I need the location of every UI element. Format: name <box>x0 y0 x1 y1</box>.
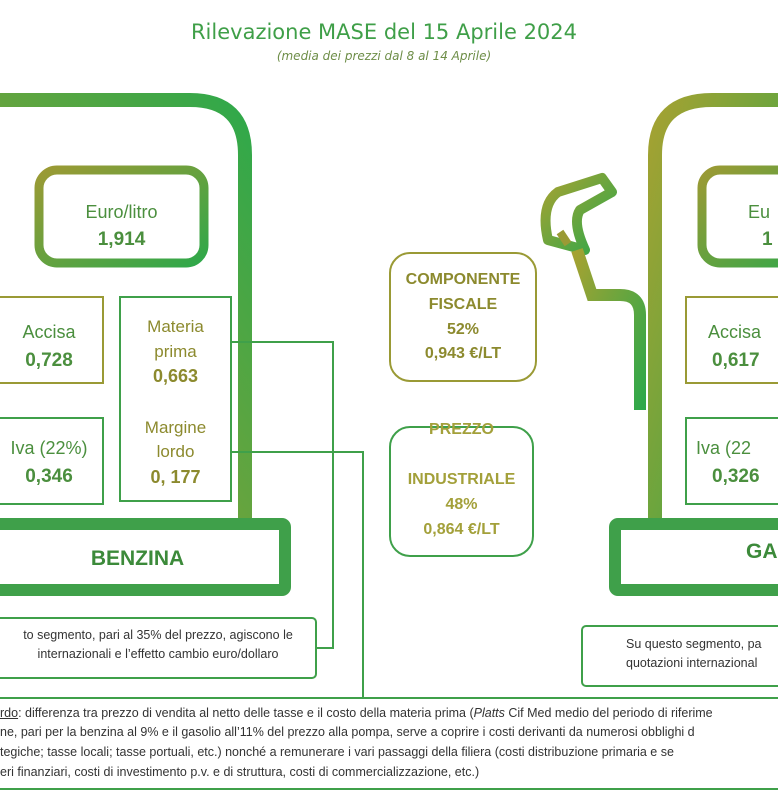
footnote-platts: Platts <box>473 706 505 720</box>
benzina-name: BENZINA <box>90 547 185 570</box>
footnote-line-2: ne, pari per la benzina al 9% e il gasolio all’11% del prezzo alla pompa, serve a coprire i costi derivanti da numerosi obblighi d <box>0 725 695 739</box>
benzina-iva-box <box>0 418 103 504</box>
gasolio-name: GA <box>746 540 778 563</box>
gasolio-note-line-2: quotazioni internazional <box>626 656 758 670</box>
fiscale-value: 0,943 €/LT <box>424 345 502 362</box>
industriale-label-1: PREZZO <box>429 421 494 438</box>
footnote-term: rdo <box>0 706 19 720</box>
benzina-margine-value: 0, 177 <box>150 467 201 487</box>
gasolio-iva-value: 0,326 <box>712 466 760 487</box>
page-title: Rilevazione MASE del 15 Aprile 2024 <box>190 20 578 44</box>
benzina-accisa-label: Accisa <box>22 322 76 342</box>
benzina-margine-label-2: lordo <box>156 442 195 461</box>
page-subtitle: (media dei prezzi dal 8 al 14 Aprile) <box>276 49 492 63</box>
benzina-note-line-1: to segmento, pari al 35% del prezzo, agiscono le <box>23 628 293 642</box>
footnote-line-1-a: : differenza tra prezzo di vendita al netto delle tasse e il costo della materia prima ( <box>18 706 474 720</box>
fiscale-label-2: FISCALE <box>428 296 498 313</box>
benzina-materia-value: 0,663 <box>152 366 199 386</box>
footnote-line-1 <box>0 705 768 722</box>
industriale-value: 0,864 €/LT <box>423 521 500 538</box>
gasolio-hose <box>577 250 640 410</box>
benzina-materia-label-2: prima <box>154 342 197 361</box>
gasolio-accisa-value: 0,617 <box>712 350 760 371</box>
benzina-accisa-value: 0,728 <box>25 350 73 371</box>
benzina-materia-label-1: Materia <box>147 317 204 336</box>
gasolio-price-label: Eu <box>748 202 771 222</box>
fiscale-label-1: COMPONENTE <box>405 271 521 288</box>
benzina-margine-label-1: Margine <box>144 418 207 437</box>
benzina-iva-value: 0,346 <box>25 466 73 487</box>
gasolio-iva-box <box>686 418 778 504</box>
footnote-line-4: eri finanziari, costi di investimento p.v. e di struttura, costi di commercializzazione, etc.) <box>0 765 480 779</box>
gasolio-note-line-1: Su questo segmento, pa <box>626 637 762 651</box>
gasolio-nozzle <box>546 178 612 250</box>
footnote-line-1-b: Cif Med medio del periodo di riferime <box>504 706 713 720</box>
benzina-note-line-2: internazionali e l’effetto cambio euro/dollaro <box>37 647 279 661</box>
gasolio-price-value: 1 <box>762 229 773 250</box>
benzina-price-value: 1,914 <box>97 229 146 250</box>
industriale-pct: 48% <box>445 496 478 513</box>
industriale-label-2: INDUSTRIALE <box>407 471 516 488</box>
fiscale-pct: 52% <box>446 321 480 338</box>
gasolio-iva-label: Iva (22 <box>696 438 752 458</box>
footnote-line-3: tegiche; tasse locali; tasse portuali, etc.) nonché a remunerare i vari passaggi della filiera (costi distribuzione primaria e se <box>0 745 674 759</box>
gasolio-accisa-label: Accisa <box>708 322 762 342</box>
benzina-price-label: Euro/litro <box>85 202 158 222</box>
benzina-iva-label: Iva (22%) <box>10 438 88 458</box>
